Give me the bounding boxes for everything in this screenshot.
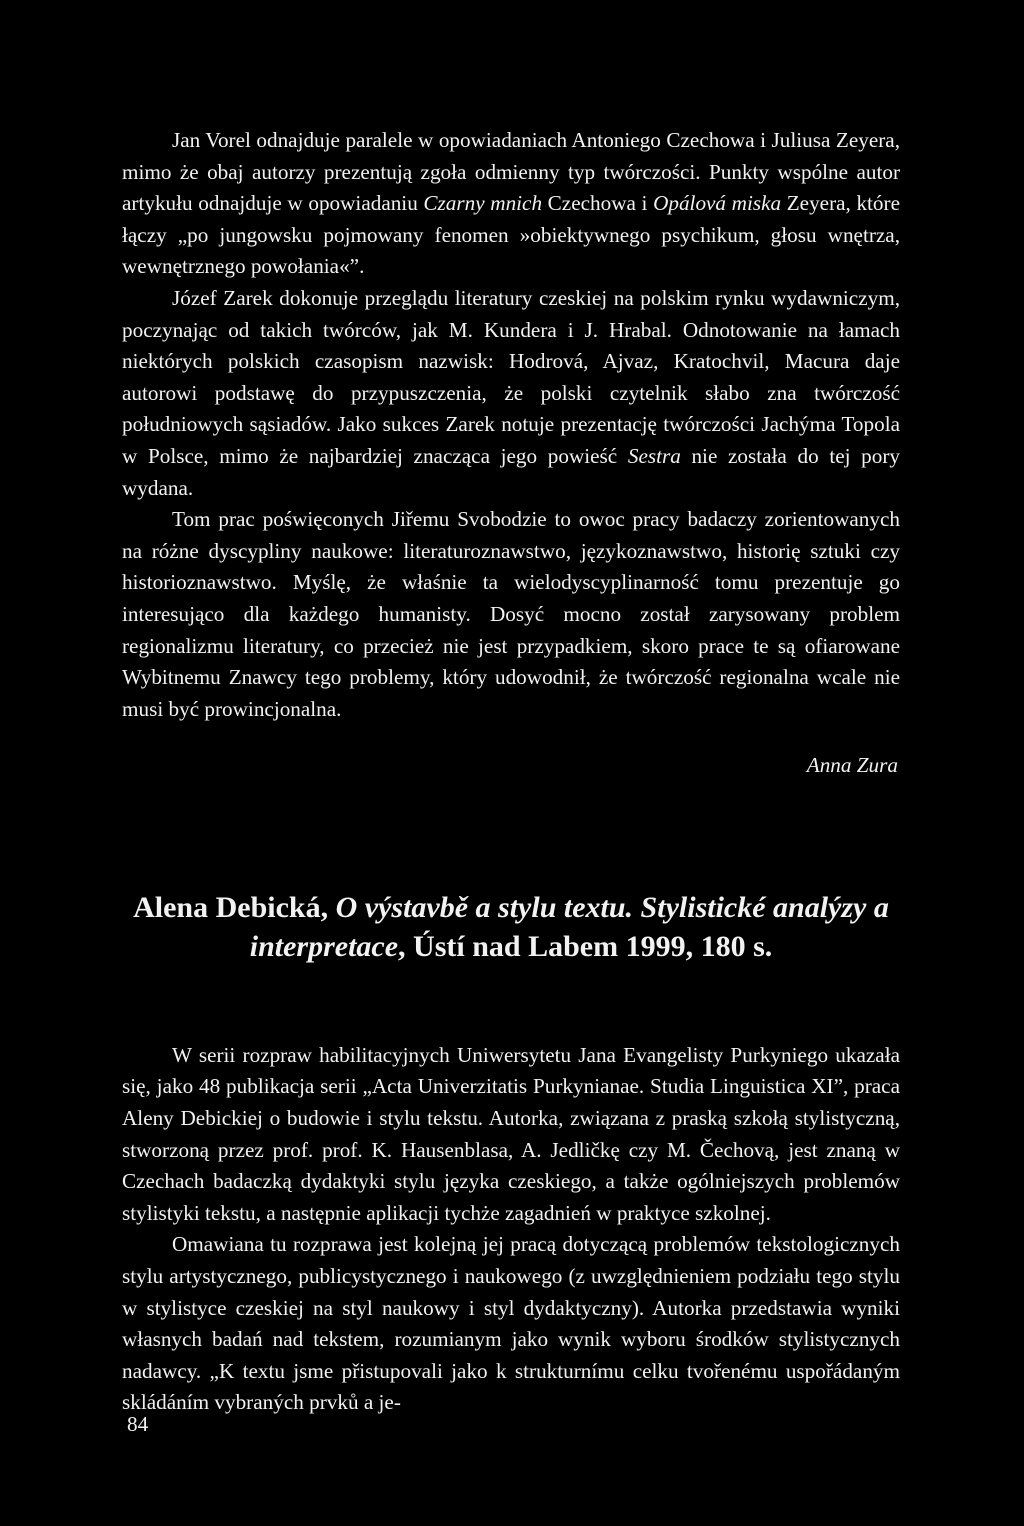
heading-publication-info: , Ústí nad Labem 1999, 180 s. (398, 929, 773, 963)
text-run: Czechowa i (542, 191, 654, 216)
review-2-paragraph-1 (122, 1040, 900, 1230)
review-1-paragraph-2 (122, 283, 900, 504)
review-1-paragraph-1 (122, 125, 900, 283)
text-run: Zeyera, które łączy „po jungowsku pojmowany fenomen »obiektywnego psychikum, głosu wnętrza, wewnętrznego powołania«”. (122, 191, 900, 279)
review-2 (122, 1040, 900, 1419)
text-run: W serii rozpraw habilitacyjnych Uniwersytetu Jana Evangelisty Purkyniego ukazała się, jako 48 publikacja serii „Acta Univerzitatis Purkynianae. Studia Linguistica XI”, praca Aleny Debickiej o budowie i stylu tekstu. Autorka, związana z praską szkołą stylistyczną, stworzoną przez prof. prof. K. Hausenblasa, A. Jedličkę czy M. Čechovą, jest znaną w Czechach badaczką dydaktyki stylu języka czeskiego, a także ogólniejszych problemów stylistyki tekstu, a następnie aplikacji tychże zagadnień w praktyce szkolnej. (122, 1042, 900, 1225)
text-run: nie została do tej pory wydana. (122, 443, 900, 500)
review-2-heading (122, 888, 900, 966)
text-run: Jan Vorel odnajduje paralele w opowiadaniach Antoniego Czechowa i Juliusa Zeyera, mimo że obaj autorzy prezentują zgoła odmienny typ twórczości. Punkty wspólne autor artykułu odnajduje w opowiadaniu (122, 128, 900, 216)
review-1 (122, 125, 900, 782)
review-author-signature: Anna Zura (806, 753, 898, 778)
page-content (122, 125, 900, 1419)
title-czarny-mnich: Czarny mnich (423, 191, 543, 216)
review-1-paragraph-3 (122, 504, 900, 725)
heading-author: Alena Debická, (133, 890, 336, 924)
text-run: Tom prac poświęconych Jiřemu Svobodzie to owoc pracy badaczy zorientowanych na różne dyscypliny naukowe: literaturoznawstwo, językoznawstwo, historię sztuki czy historioznawstwo. Myślę, że właśnie ta wielodyscyplinarność tomu prezentuje go interesująco dla każdego humanisty. Dosyć mocno został zarysowany problem regionalizmu literatury, co przecież nie jest przypadkiem, skoro prace te są ofiarowane Wybitnemu Znawcy tego problemy, który udowodnił, że twórczość regionalna wcale nie musi być prowincjonalna. (122, 507, 900, 721)
title-sestra: Sestra (627, 443, 681, 468)
title-opalova-miska: Opálová miska (653, 191, 782, 216)
text-run: Omawiana tu rozprawa jest kolejną jej pracą dotyczącą problemów tekstologicznych stylu artystycznego, publicystycznego i naukowego (z uwzględnieniem podziału tego stylu w stylistyce czeskiej na styl naukowy i styl dydaktyczny). Autorka przedstawia wyniki własnych badań nad tekstem, rozumianym jako wynik wyboru środków stylistycznych nadawcy. „K textu jsme přistupovali jako k strukturnímu celku tvořenému uspořádaným skládáním vybraných prvků a je- (122, 1232, 900, 1415)
heading-book-title: O výstavbě a stylu textu. Stylistické analýzy a interpretace (249, 890, 889, 963)
text-run: Józef Zarek dokonuje przeglądu literatury czeskiej na polskim rynku wydawniczym, poczynając od takich twórców, jak M. Kundera i J. Hrabal. Odnotowanie na łamach niektórych polskich czasopism nazwisk: Hodrová, Ajvaz, Kratochvil, Macura daje autorowi podstawę do przypuszczenia, że polski czytelnik słabo zna twórczość południowych sąsiadów. Jako sukces Zarek notuje prezentację twórczości Jachýma Topola w Polsce, mimo że najbardziej znacząca jego powieść (122, 285, 900, 468)
page-number: 84 (127, 1412, 149, 1436)
review-2-paragraph-2 (122, 1229, 900, 1419)
